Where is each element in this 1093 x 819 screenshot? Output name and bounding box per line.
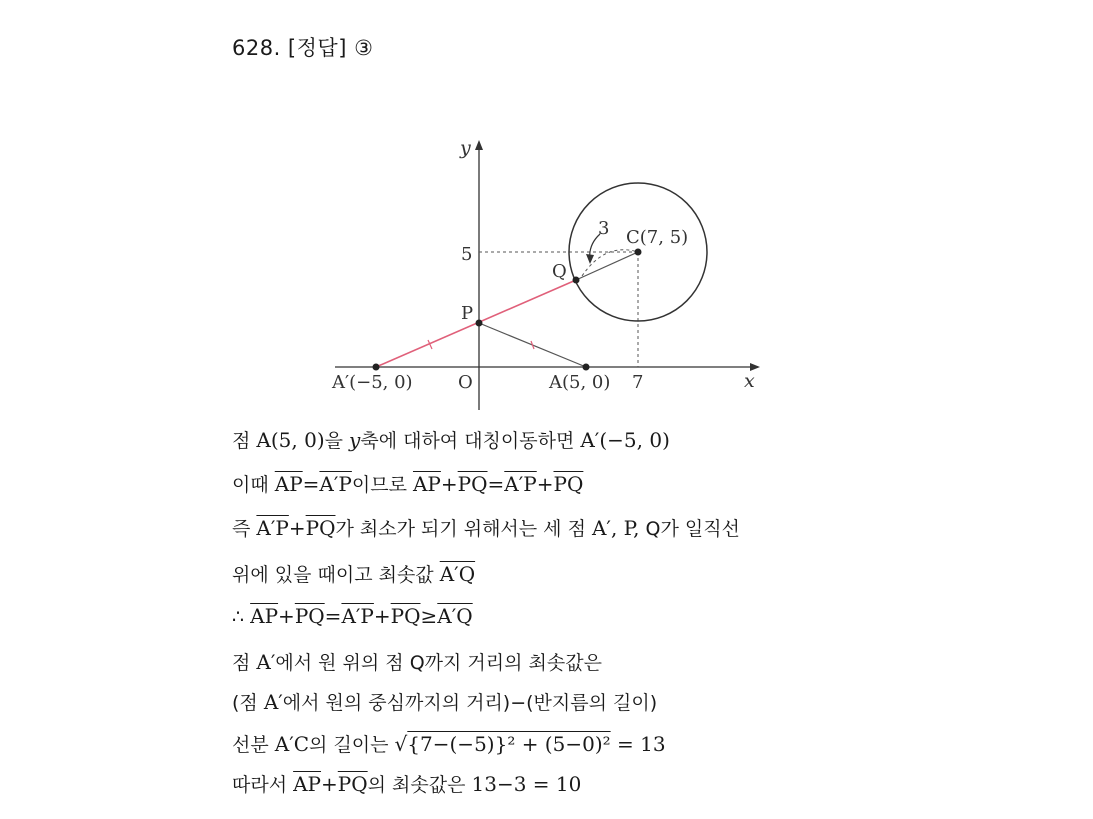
- math-op: ≥: [420, 604, 438, 628]
- point-a: [583, 364, 590, 371]
- text-run: 의 길이는: [309, 734, 395, 756]
- math-op: =: [487, 472, 505, 496]
- segment-a1p: A′P: [341, 604, 374, 628]
- text-run: 까지 거리의 최솟값은: [424, 652, 602, 674]
- solution-line-1: [232, 426, 670, 453]
- label-c: C(7, 5): [626, 227, 689, 248]
- axis-y-label: y: [460, 137, 471, 159]
- text-run: 에서 원의 중심까지의 거리)−(반지름의 길이): [282, 692, 658, 714]
- problem-title: 628. [정답] ③: [232, 36, 374, 60]
- solution-line-5: [232, 604, 473, 628]
- text-run: 선분: [232, 734, 275, 756]
- point-p: [476, 320, 483, 327]
- text-run: 이므로: [351, 474, 413, 496]
- segment-a1p: A′P: [319, 472, 352, 496]
- solution-line-3: [232, 514, 740, 541]
- tick-5-label: 5: [461, 244, 473, 265]
- text-run: 이때: [232, 474, 275, 496]
- math-op: =: [324, 604, 342, 628]
- solution-line-9: [232, 770, 581, 797]
- segment-a1p: A′P: [504, 472, 537, 496]
- math-point-a1: A′(−5, 0): [580, 428, 670, 452]
- segment-pq: $\overline{PQ}$: [390, 604, 421, 628]
- math-result: 13−3 = 10: [471, 772, 582, 796]
- label-q: Q: [552, 261, 567, 282]
- math-point-a1: A′: [263, 690, 283, 714]
- label-p: P: [461, 303, 474, 324]
- segment-a1q: A′Q: [437, 604, 473, 628]
- math-op: +: [278, 604, 295, 628]
- math-var-y: y: [349, 428, 361, 452]
- solution-line-4: [232, 560, 475, 587]
- math-points: A′, P,: [591, 516, 640, 540]
- label-a1: A′(−5, 0): [332, 372, 413, 393]
- sqrt-symbol: √: [394, 732, 408, 756]
- text-run: 즉: [232, 518, 257, 540]
- math-point-a: A(5, 0): [256, 428, 325, 452]
- segment-a1q: A′Q: [439, 562, 476, 586]
- radius-label: 3: [598, 218, 610, 239]
- axis-x-label: x: [744, 370, 755, 392]
- math-op: =: [302, 472, 320, 496]
- solution-line-6: [232, 648, 602, 675]
- solution-line-7: [232, 688, 657, 715]
- segment-pq: $\overline{PQ}$: [553, 472, 584, 496]
- radius-segment: [576, 252, 638, 280]
- segment-ap: $\overline{AP}$: [250, 604, 279, 628]
- radius-arrow-head-icon: [586, 254, 594, 264]
- math-segment-a1c: A′C: [274, 732, 310, 756]
- text-run: 을: [324, 430, 350, 452]
- segment-pq: $\overline{PQ}$: [337, 772, 368, 796]
- text-run: 점: [232, 430, 257, 452]
- text-run: 의 최솟값은: [367, 774, 472, 796]
- text-run: Q: [639, 518, 661, 540]
- math-op: +: [288, 516, 306, 540]
- text-run: 가 일직선: [660, 518, 740, 540]
- segment-pq: $\overline{PQ}$: [305, 516, 336, 540]
- tick-7-label: 7: [632, 372, 644, 393]
- point-q: [573, 277, 580, 284]
- math-result: = 13: [610, 732, 666, 756]
- text-run: 점: [232, 652, 257, 674]
- text-run: (점: [232, 692, 264, 714]
- segment-pq: $\overline{PQ}$: [457, 472, 488, 496]
- text-run: 에서 원 위의 점: [275, 652, 410, 674]
- math-op: +: [440, 472, 458, 496]
- label-a: A(5, 0): [549, 372, 611, 393]
- segment-ap: $\overline{AP}$: [412, 472, 441, 496]
- text-run: 따라서: [232, 774, 294, 796]
- text-run: 가 최소가 되기 위해서는 세 점: [335, 518, 592, 540]
- y-axis-arrow-icon: [475, 140, 483, 150]
- math-op: +: [536, 472, 554, 496]
- math-point-a1: A′: [256, 650, 276, 674]
- text-run: 축에 대하여 대칭이동하면: [360, 430, 581, 452]
- coordinate-figure: [320, 130, 780, 415]
- sqrt-radicand: {7−(−5)}² + (5−0)²: [407, 732, 611, 756]
- point-c: [635, 249, 642, 256]
- segment-a1p: A′P: [256, 516, 289, 540]
- solution-line-2: [232, 470, 583, 497]
- solution-line-8: [232, 730, 666, 757]
- segment-ap: $\overline{AP}$: [274, 472, 303, 496]
- point-a1: [373, 364, 380, 371]
- therefore-symbol: ∴: [232, 606, 251, 628]
- segment-pq: $\overline{PQ}$: [294, 604, 325, 628]
- text-run: 위에 있을 때이고 최솟값: [232, 564, 440, 586]
- text-run: Q: [409, 652, 425, 674]
- math-op: +: [321, 772, 338, 796]
- segment-ap: $\overline{AP}$: [293, 772, 322, 796]
- math-op: +: [373, 604, 391, 628]
- origin-label: O: [458, 372, 473, 393]
